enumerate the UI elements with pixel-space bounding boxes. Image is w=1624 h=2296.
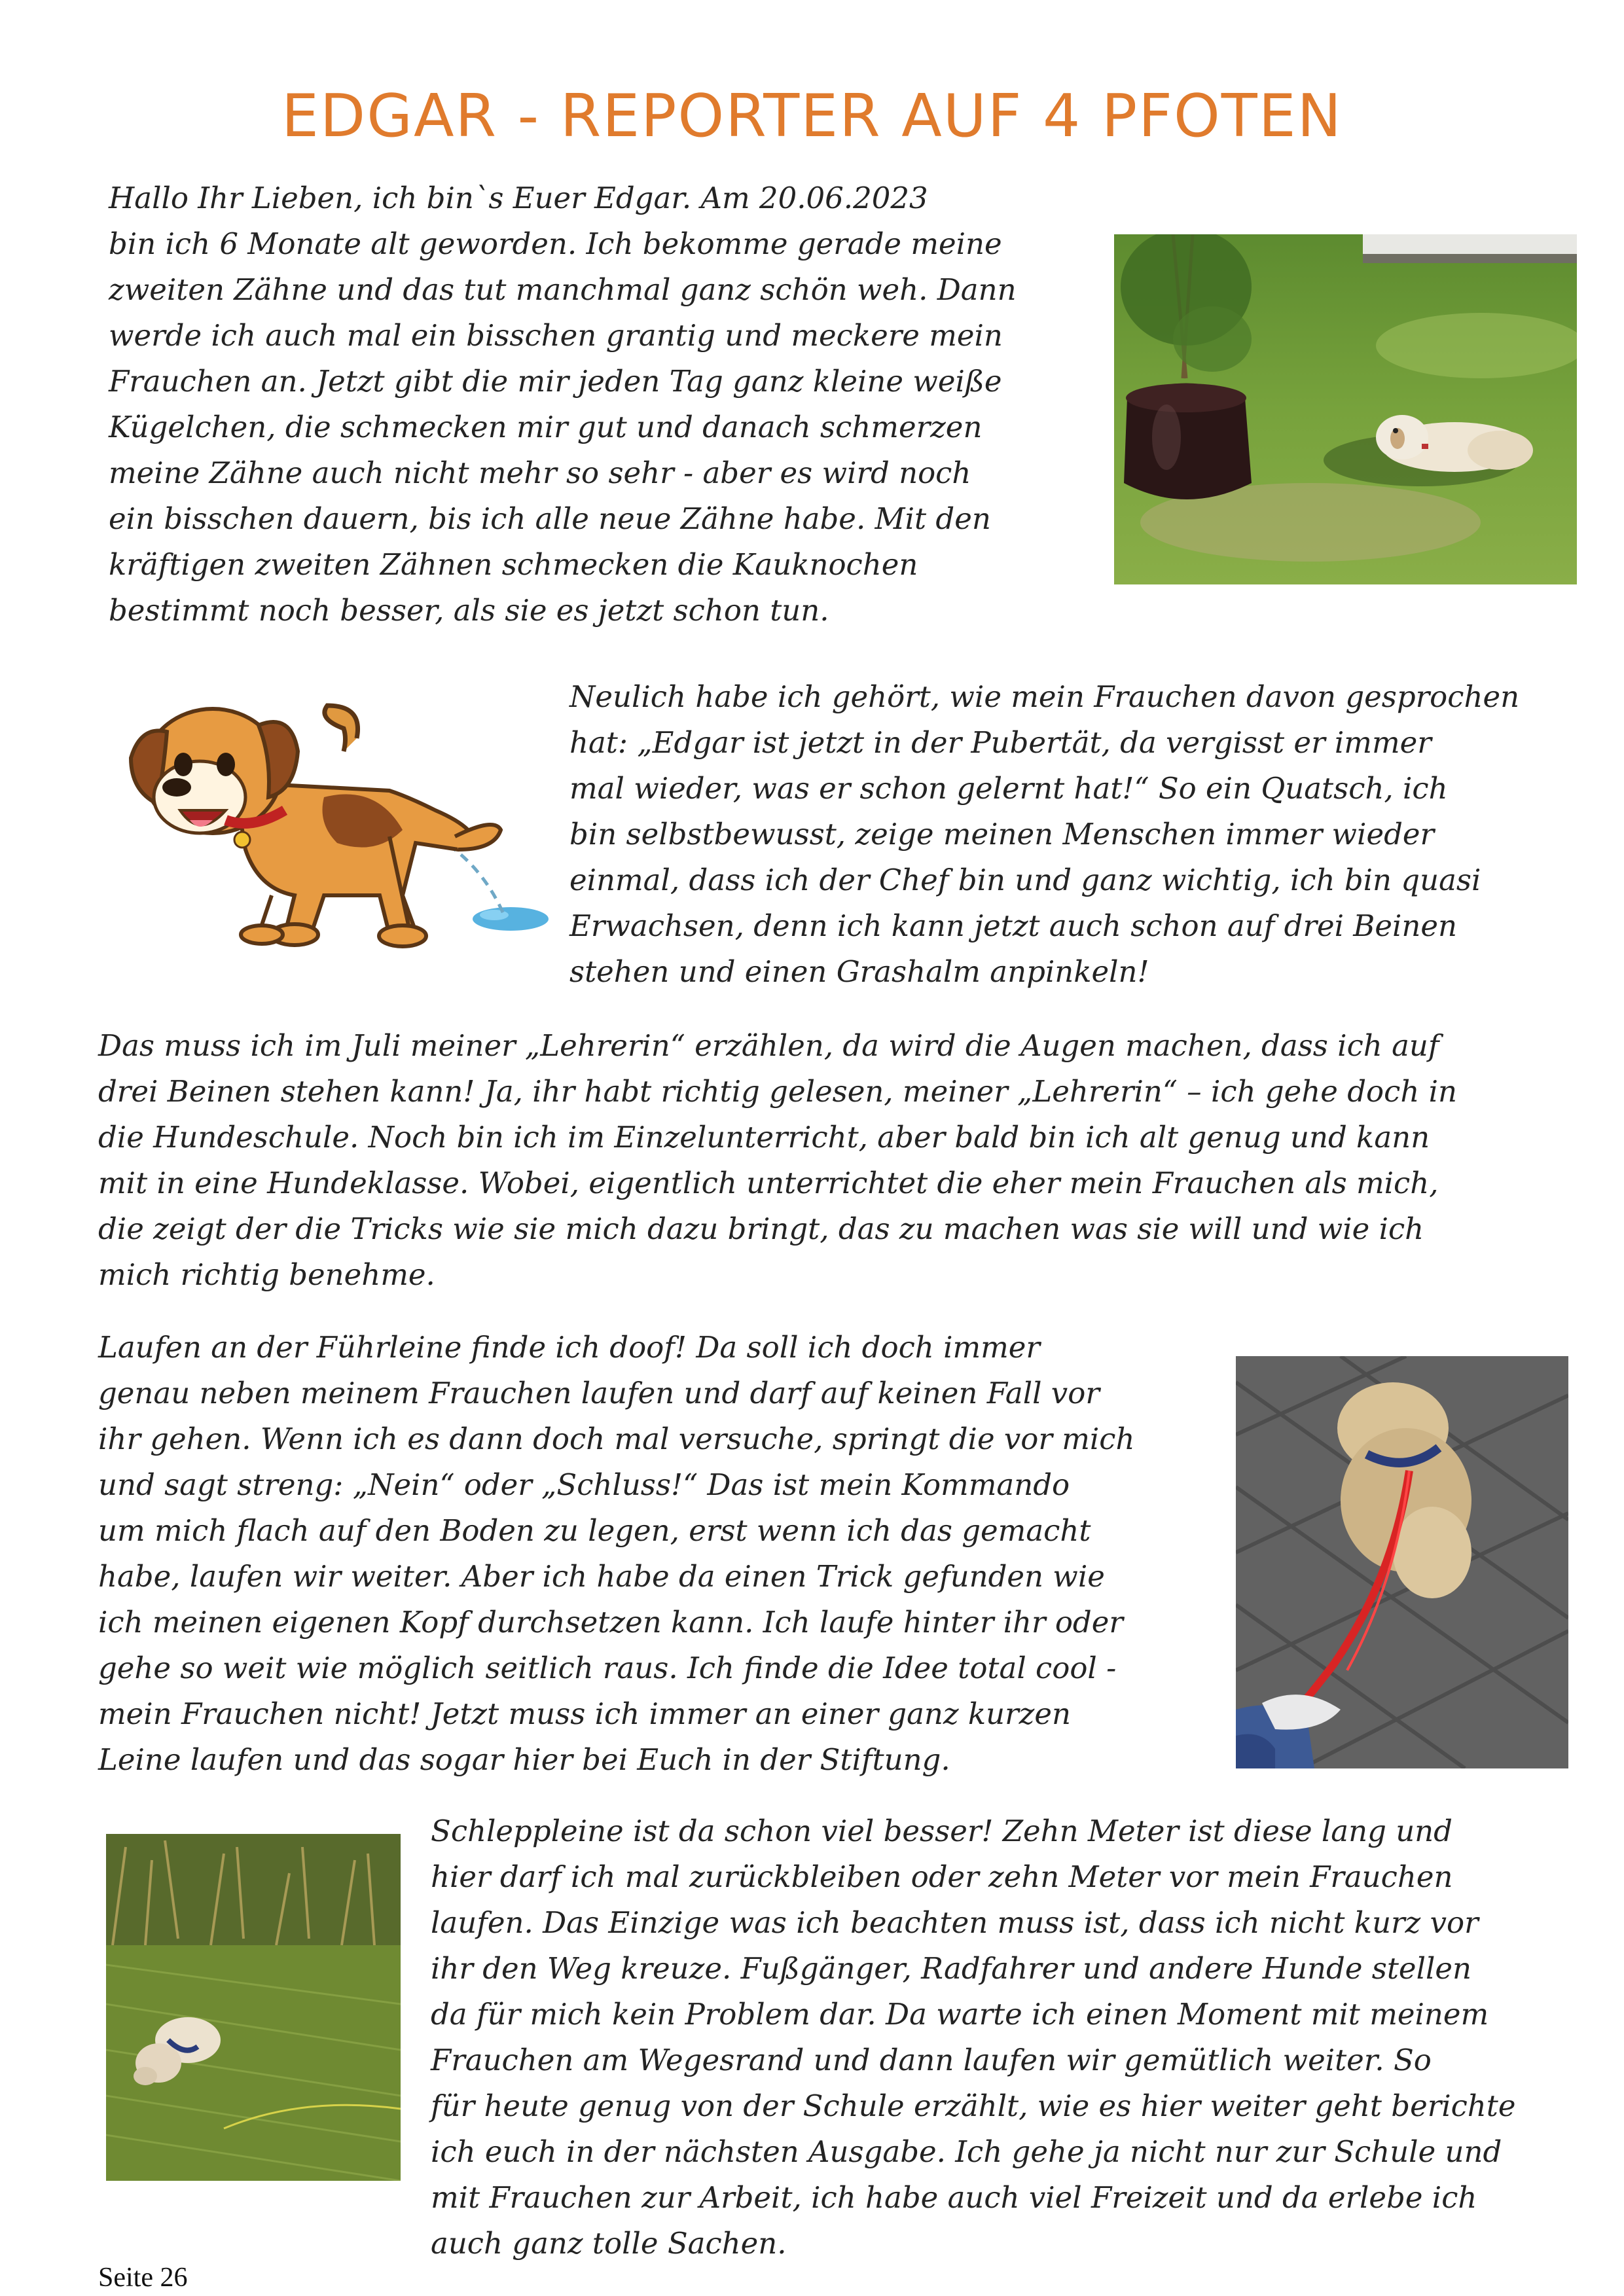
leash-dog-photo — [1236, 1356, 1568, 1768]
cartoon-dog-illustration — [128, 699, 550, 964]
text-line: werde ich auch mal ein bisschen grantig und meckere mein — [109, 318, 1003, 353]
text-line: einmal, dass ich der Chef bin und ganz wichtig, ich bin quasi — [569, 863, 1481, 897]
text-line: ein bisschen dauern, bis ich alle neue Zähne habe. Mit den — [109, 501, 991, 536]
paragraph-puberty — [569, 674, 1591, 995]
text-line: hat: „Edgar ist jetzt in der Pubertät, da vergisst er immer — [569, 725, 1432, 760]
text-line: für heute genug von der Schule erzählt, wie es hier weiter geht berichte — [431, 2089, 1516, 2123]
paragraph-drag-leash — [431, 1808, 1596, 2267]
text-line: Leine laufen und das sogar hier bei Euch in der Stiftung. — [98, 1742, 950, 1777]
text-line: die zeigt der die Tricks wie sie mich dazu bringt, das zu machen was sie will und wie ich — [98, 1211, 1424, 1246]
text-line: genau neben meinem Frauchen laufen und darf auf keinen Fall vor — [98, 1376, 1100, 1410]
text-line: ihr den Weg kreuze. Fußgänger, Radfahrer und andere Hunde stellen — [431, 1951, 1471, 1986]
text-line: zweiten Zähne und das tut manchmal ganz schön weh. Dann — [109, 272, 1017, 307]
meadow-dog-photo — [106, 1834, 401, 2181]
text-line: Kügelchen, die schmecken mir gut und danach schmerzen — [109, 410, 983, 444]
text-line: gehe so weit wie möglich seitlich raus. Ich finde die Idee total cool - — [98, 1651, 1117, 1685]
text-line: mit Frauchen zur Arbeit, ich habe auch viel Freizeit und da erlebe ich — [431, 2180, 1477, 2215]
text-line: meine Zähne auch nicht mehr so sehr - aber es wird noch — [109, 456, 971, 490]
text-line: ich meinen eigenen Kopf durchsetzen kann. Ich laufe hinter ihr oder — [98, 1605, 1123, 1640]
text-line: ich euch in der nächsten Ausgabe. Ich gehe ja nicht nur zur Schule und — [431, 2134, 1502, 2169]
text-line: bin ich 6 Monate alt geworden. Ich bekomme gerade meine — [109, 226, 1002, 261]
text-line: die Hundeschule. Noch bin ich im Einzelunterricht, aber bald bin ich alt genug und kann — [98, 1120, 1430, 1155]
page-number: Seite 26 — [98, 2263, 188, 2293]
text-line: Neulich habe ich gehört, wie mein Frauchen davon gesprochen — [569, 679, 1520, 714]
text-line: mal wieder, was er schon gelernt hat!“ So ein Quatsch, ich — [569, 771, 1448, 806]
text-line: habe, laufen wir weiter. Aber ich habe da einen Trick gefunden wie — [98, 1559, 1105, 1594]
text-line: ihr gehen. Wenn ich es dann doch mal versuche, springt die vor mich — [98, 1422, 1135, 1456]
text-line: Hallo Ihr Lieben, ich bin`s Euer Edgar. Am 20.06.2023 — [109, 181, 928, 215]
text-line: um mich flach auf den Boden zu legen, erst wenn ich das gemacht — [98, 1513, 1091, 1548]
text-line: Frauchen an. Jetzt gibt die mir jeden Tag ganz kleine weiße — [109, 364, 1002, 399]
text-line: stehen und einen Grashalm anpinkeln! — [569, 954, 1149, 989]
text-line: laufen. Das Einzige was ich beachten muss ist, dass ich nicht kurz vor — [431, 1905, 1479, 1940]
text-line: Frauchen am Wegesrand und dann laufen wir gemütlich weiter. So — [431, 2043, 1432, 2077]
text-line: da für mich kein Problem dar. Da warte ich einen Moment mit meinem — [431, 1997, 1489, 2032]
text-line: mit in eine Hundeklasse. Wobei, eigentlich unterrichtet die eher mein Frauchen als mich, — [98, 1166, 1439, 1200]
text-line: Das muss ich im Juli meiner „Lehrerin“ erzählen, da wird die Augen machen, dass ich auf — [98, 1028, 1439, 1063]
paragraph-leash — [98, 1325, 1224, 1783]
text-line: mein Frauchen nicht! Jetzt muss ich immer an einer ganz kurzen — [98, 1696, 1071, 1731]
text-line: hier darf ich mal zurückbleiben oder zehn Meter vor mein Frauchen — [431, 1859, 1453, 1894]
text-line: mich richtig benehme. — [98, 1257, 435, 1292]
text-line: drei Beinen stehen kann! Ja, ihr habt richtig gelesen, meiner „Lehrerin“ – ich gehe doch in — [98, 1074, 1457, 1109]
text-line: Laufen an der Führleine finde ich doof! Da soll ich doch immer — [98, 1330, 1040, 1365]
text-line: Erwachsen, denn ich kann jetzt auch schon auf drei Beinen — [569, 908, 1457, 943]
text-line: bestimmt noch besser, als sie es jetzt schon tun. — [109, 593, 829, 628]
text-line: und sagt streng: „Nein“ oder „Schluss!“ Das ist mein Kommando — [98, 1467, 1070, 1502]
text-line: Schleppleine ist da schon viel besser! Zehn Meter ist diese lang und — [431, 1814, 1453, 1848]
page-title: EDGAR - REPORTER AUF 4 PFOTEN — [281, 82, 1343, 151]
text-line: bin selbstbewusst, zeige meinen Menschen immer wieder — [569, 817, 1435, 852]
paragraph-teeth — [109, 175, 1117, 634]
paragraph-dog-school — [98, 1023, 1597, 1298]
text-line: kräftigen zweiten Zähnen schmecken die Kauknochen — [109, 547, 918, 582]
text-line: auch ganz tolle Sachen. — [431, 2226, 787, 2261]
garden-dog-photo — [1114, 234, 1577, 584]
